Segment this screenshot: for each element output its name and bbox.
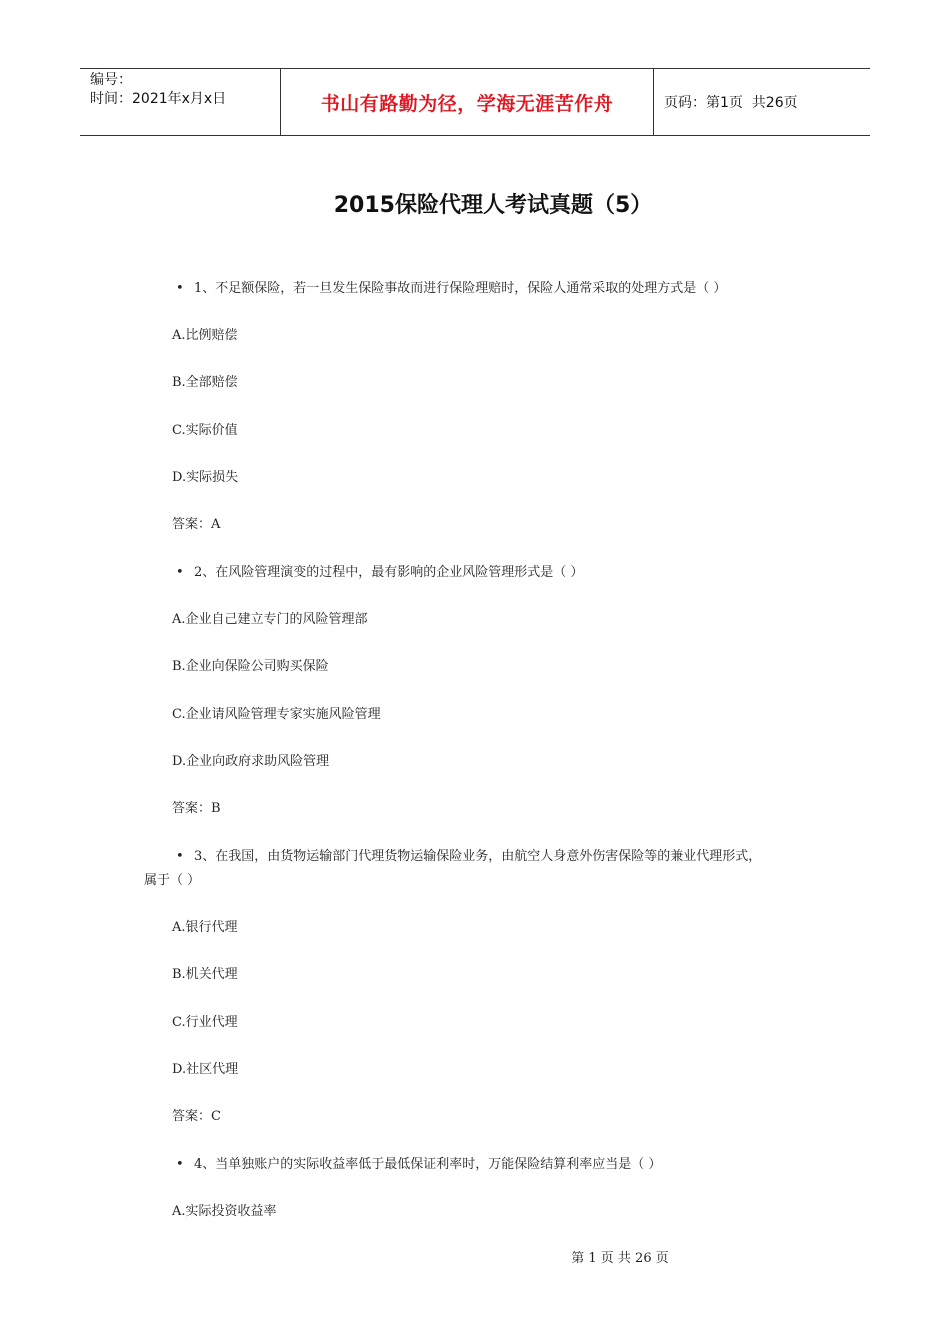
bullet-icon: • xyxy=(176,849,184,864)
question-option: A.比例赔偿 xyxy=(172,328,238,343)
question-option: D.实际损失 xyxy=(172,470,239,485)
header-motto: 书山有路勤为径，学海无涯苦作舟 xyxy=(281,69,654,135)
time-label: 时间：2021年x月x日 xyxy=(90,91,227,107)
question-option: D.社区代理 xyxy=(172,1062,239,1077)
question-answer: 答案：B xyxy=(172,801,221,816)
question-option: B.机关代理 xyxy=(172,967,238,982)
question-answer: 答案：C xyxy=(172,1109,221,1124)
question-option: A.实际投资收益率 xyxy=(172,1204,277,1219)
question-stem: • 1、不足额保险，若一旦发生保险事故而进行保险理赔时，保险人通常采取的处理方式是（ ） xyxy=(176,281,727,296)
question-option: C.行业代理 xyxy=(172,1015,238,1030)
question-option: D.企业向政府求助风险管理 xyxy=(172,754,330,769)
question-option: A.银行代理 xyxy=(172,920,238,935)
number-label: 编号： xyxy=(90,72,132,88)
document-title: 2015保险代理人考试真题（5） xyxy=(333,193,653,218)
page-info-text: 页码：第1页 共26页 xyxy=(664,95,798,111)
bullet-icon: • xyxy=(176,1157,184,1172)
question-option: C.企业请风险管理专家实施风险管理 xyxy=(172,707,381,722)
header-page-info xyxy=(654,69,870,135)
question-option: A.企业自己建立专门的风险管理部 xyxy=(172,612,368,627)
bullet-icon: • xyxy=(176,281,184,296)
header-meta xyxy=(80,69,281,135)
question-stem: • 4、当单独账户的实际收益率低于最低保证利率时，万能保险结算利率应当是（ ） xyxy=(176,1157,662,1172)
question-option: B.全部赔偿 xyxy=(172,375,238,390)
question-answer: 答案：A xyxy=(172,517,221,532)
page-footer: 第 1 页 共 26 页 xyxy=(571,1251,669,1266)
question-option: B.企业向保险公司购买保险 xyxy=(172,659,329,674)
question-stem: • 3、在我国，由货物运输部门代理货物运输保险业务，由航空人身意外伤害保险等的兼业代理形式， xyxy=(176,849,762,864)
question-option: C.实际价值 xyxy=(172,423,238,438)
question-stem: • 2、在风险管理演变的过程中，最有影响的企业风险管理形式是（ ） xyxy=(176,565,584,580)
page-header xyxy=(80,68,870,136)
bullet-icon: • xyxy=(176,565,184,580)
question-stem-continued: 属于（ ） xyxy=(144,873,201,888)
